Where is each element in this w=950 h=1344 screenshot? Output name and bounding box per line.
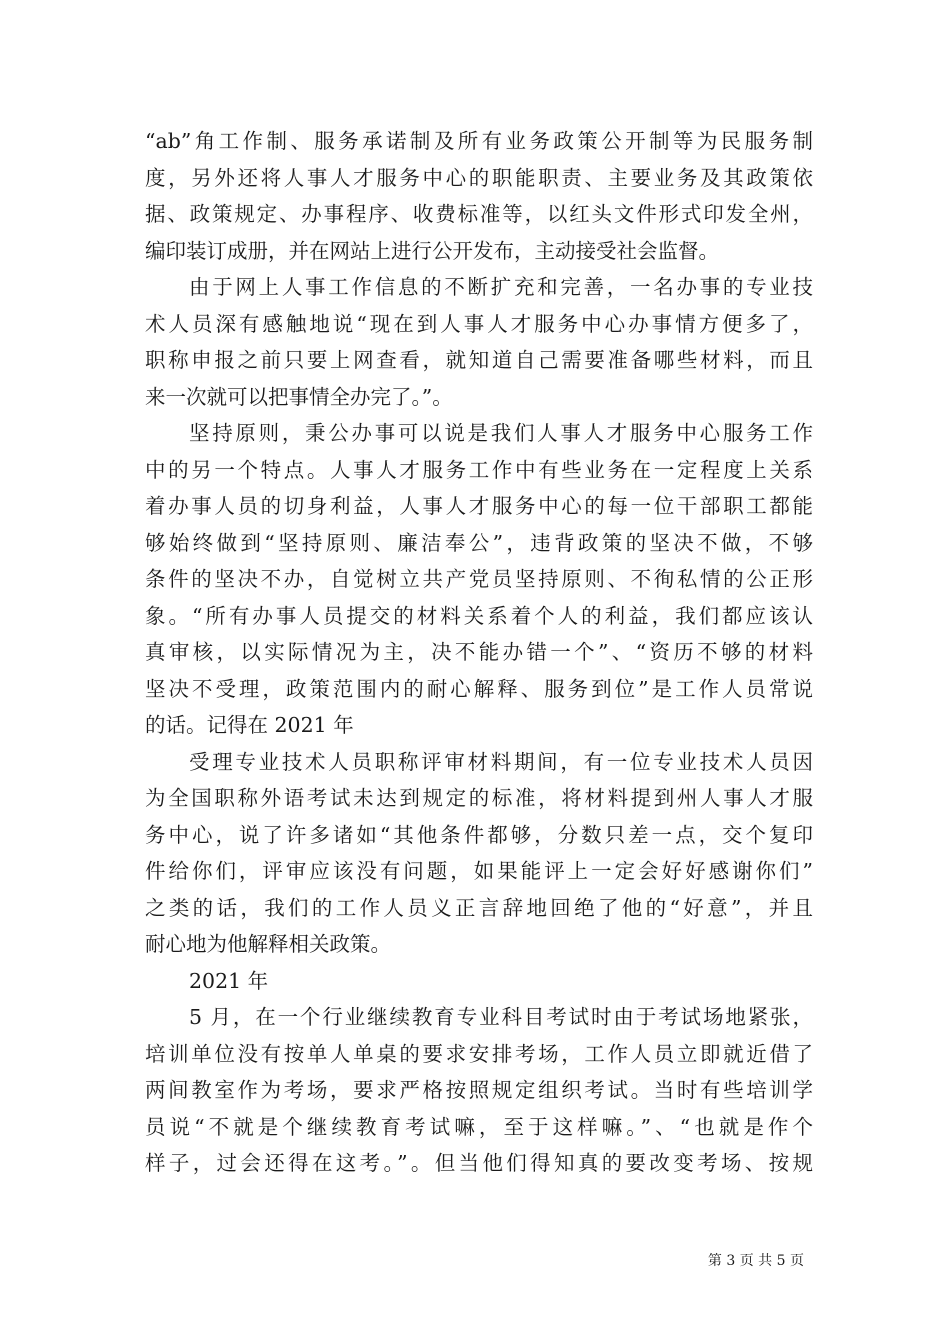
text-line: 为全国职称外语考试未达到规定的标准，将材料提到州人事人才服 <box>145 786 813 810</box>
page-number-footer: 第 3 页 共 5 页 <box>707 1253 804 1269</box>
text-line: 样子，过会还得在这考。”。但当他们得知真的要改变考场、按规 <box>145 1151 813 1175</box>
text-line: 耐心地为他解释相关政策。 <box>145 932 391 956</box>
text-line: 两间教室作为考场，要求严格按照规定组织考试。当时有些培训学 <box>145 1078 813 1102</box>
text-line: 员说“不就是个继续教育考试嘛，至于这样嘛。”、“也就是作个 <box>145 1114 813 1139</box>
text-line: 象。“所有办事人员提交的材料关系着个人的利益，我们都应该认 <box>145 603 813 628</box>
text-line: 培训单位没有按单人单桌的要求安排考场，工作人员立即就近借了 <box>145 1041 813 1066</box>
text-line: 之类的话，我们的工作人员义正言辞地回绝了他的“好意”，并且 <box>145 895 813 920</box>
text-line: 职称申报之前只要上网查看，就知道自己需要准备哪些材料，而且 <box>145 348 813 372</box>
text-line: 编印装订成册，并在网站上进行公开发布，主动接受社会监督。 <box>145 238 719 263</box>
text-line: 坚持原则，秉公办事可以说是我们人事人才服务中心服务工作 <box>189 421 813 445</box>
text-line: 来一次就可以把事情全办完了。”。 <box>145 384 453 409</box>
text-line: 由于网上人事工作信息的不断扩充和完善，一名办事的专业技 <box>189 275 813 299</box>
text-line: 度，另外还将人事人才服务中心的职能职责、主要业务及其政策依 <box>145 165 813 190</box>
text-line: 术人员深有感触地说“现在到人事人才服务中心办事情方便多了， <box>145 311 813 336</box>
text-line: 的话。记得在 2021 年 <box>145 713 354 737</box>
text-line: 5 月，在一个行业继续教育专业科目考试时由于考试场地紧张， <box>189 1005 813 1029</box>
text-line: “ab”角工作制、服务承诺制及所有业务政策公开制等为民服务制 <box>145 129 813 153</box>
text-line: 受理专业技术人员职称评审材料期间，有一位专业技术人员因 <box>189 749 813 774</box>
text-line: 2021 年 <box>189 968 269 993</box>
text-line: 真审核，以实际情况为主，决不能办错一个”、“资历不够的材料 <box>145 640 813 664</box>
text-line: 据、政策规定、办事程序、收费标准等，以红头文件形式印发全州， <box>145 202 813 226</box>
text-line: 务中心，说了许多诸如“其他条件都够，分数只差一点，交个复印 <box>145 822 813 847</box>
body-text <box>145 123 813 1182</box>
text-line: 中的另一个特点。人事人才服务工作中有些业务在一定程度上关系 <box>145 457 813 482</box>
text-line: 件给你们，评审应该没有问题，如果能评上一定会好好感谢你们” <box>145 859 813 883</box>
text-line: 坚决不受理，政策范围内的耐心解释、服务到位”是工作人员常说 <box>145 676 813 701</box>
text-line: 条件的坚决不办，自觉树立共产党员坚持原则、不徇私情的公正形 <box>145 567 813 591</box>
text-line: 够始终做到“坚持原则、廉洁奉公”，违背政策的坚决不做，不够 <box>145 530 813 555</box>
text-line: 着办事人员的切身利益，人事人才服务中心的每一位干部职工都能 <box>145 494 813 518</box>
